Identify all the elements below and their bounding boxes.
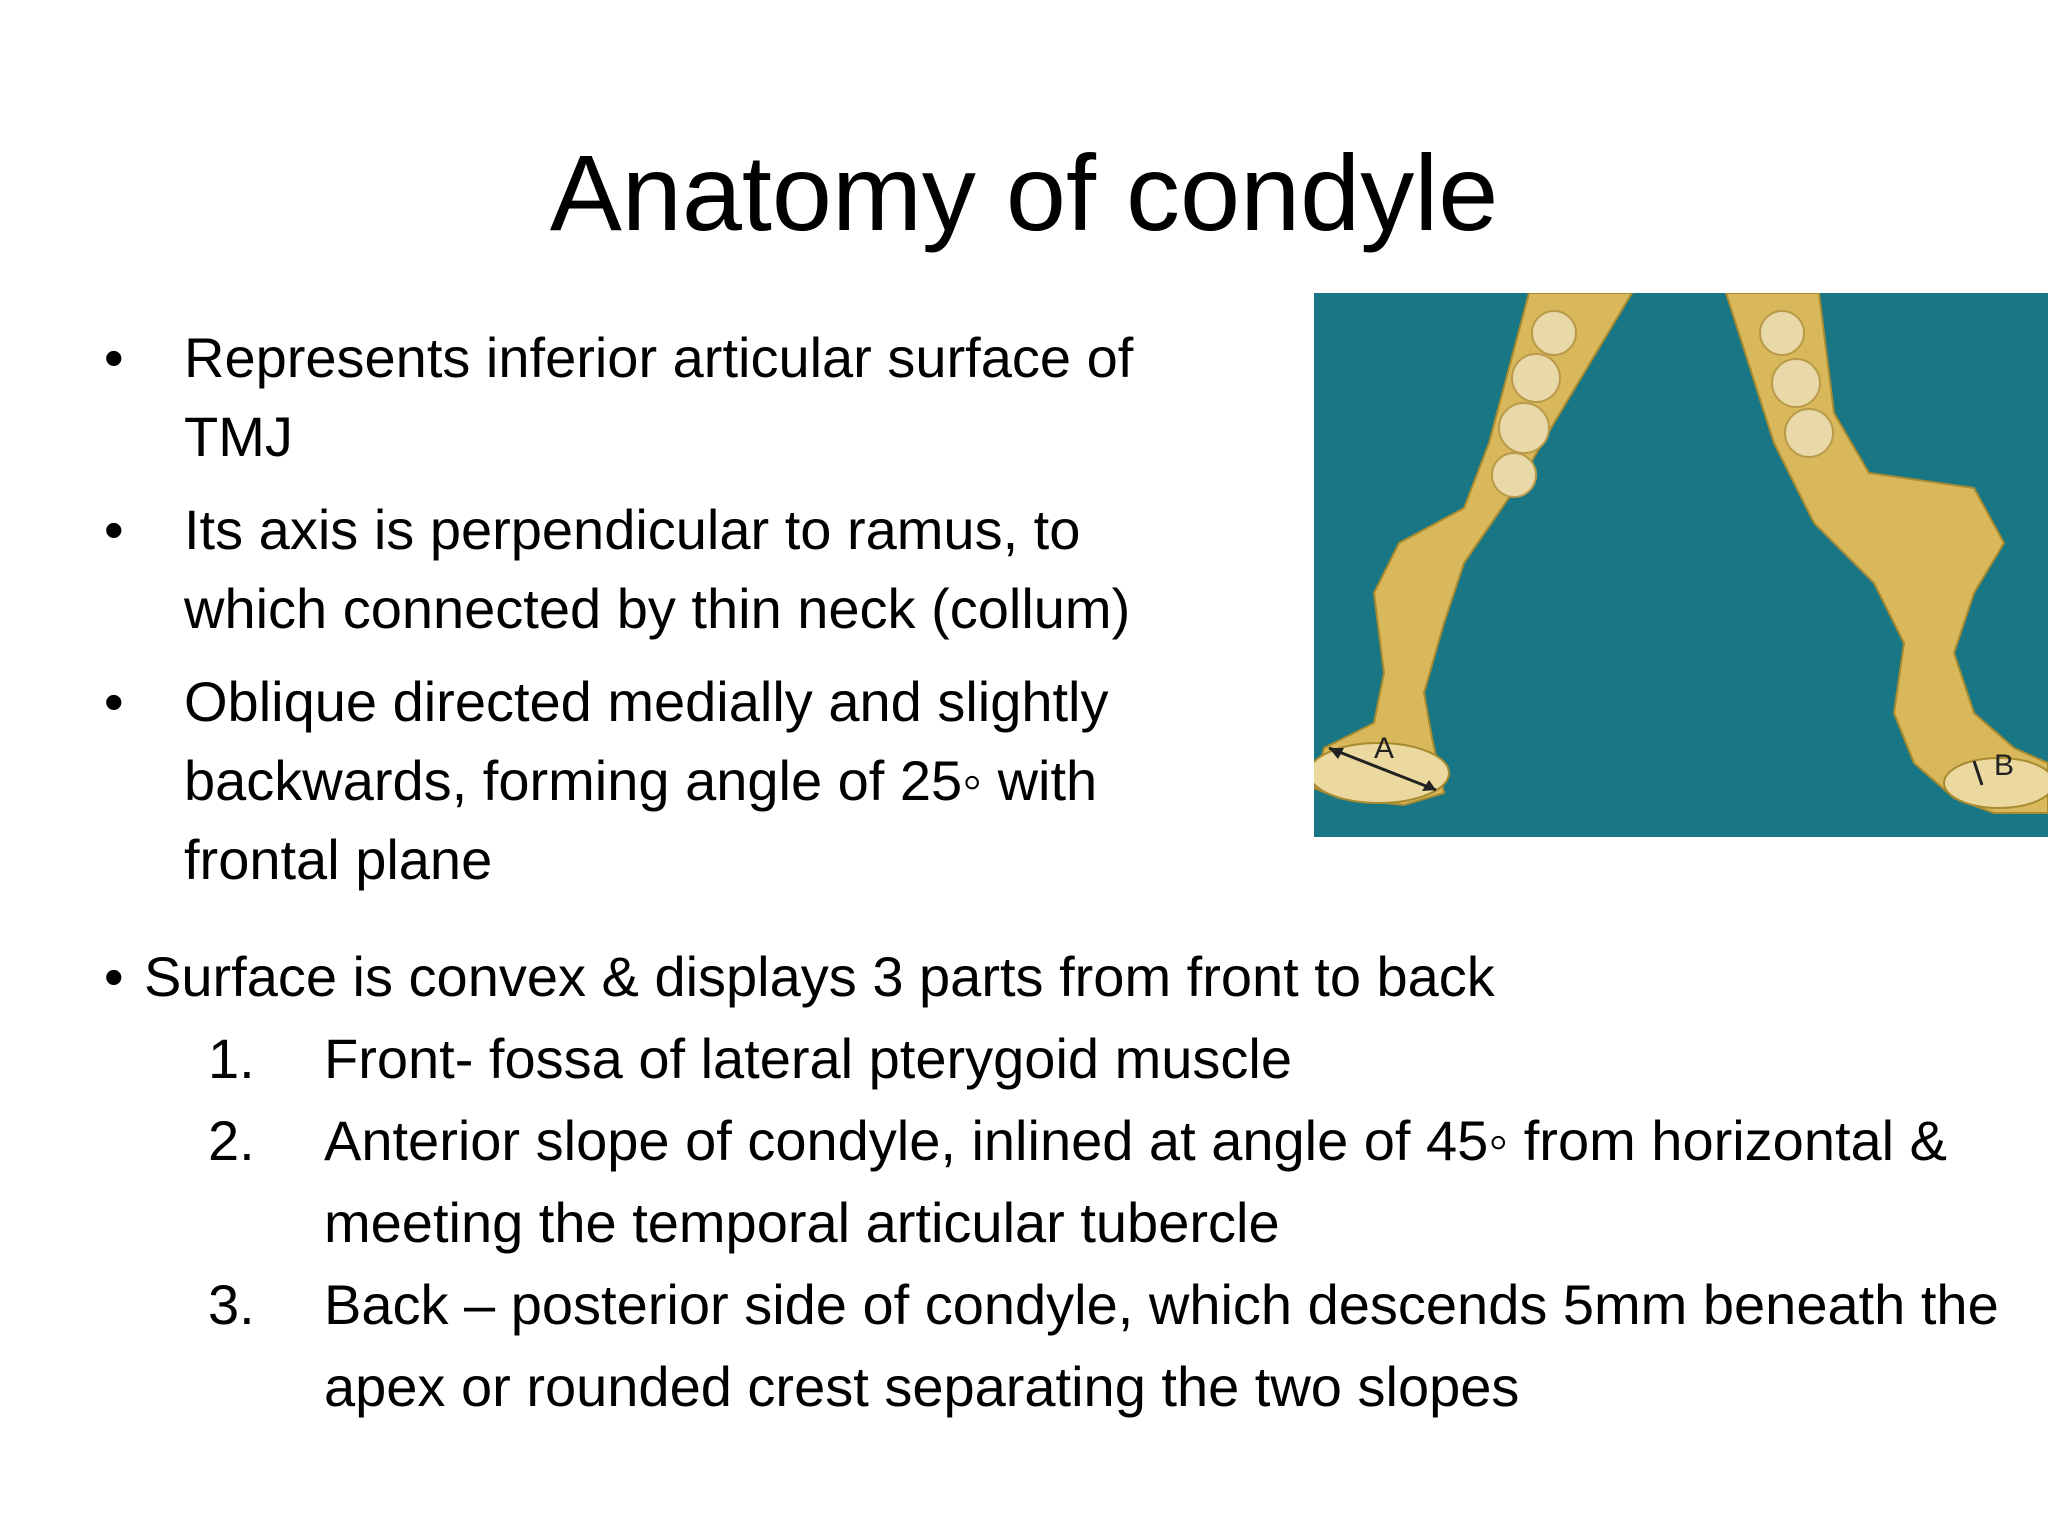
tooth [1785,409,1833,457]
part-number: 1. [208,1027,255,1090]
part-item [104,1018,2004,1100]
label-b: B [1994,749,2015,782]
surface-bullet-text: Surface is convex & displays 3 parts from front to back [144,945,1495,1008]
part-text: Anterior slope of condyle, inlined at angle of 45◦ from horizontal & meeting the temporal articular tubercle [324,1109,1948,1254]
bullet-text: Its axis is perpendicular to ramus, to which connected by thin neck (collum) [184,498,1131,640]
tooth [1760,311,1804,355]
part-text: Back – posterior side of condyle, which descends 5mm beneath the apex or rounded crest separating the two slopes [324,1273,1999,1418]
bullet-item [104,490,1234,648]
bullet-marker: • [104,498,124,561]
tooth [1492,453,1536,497]
bullet-item [104,662,1234,899]
bullet-marker: • [104,945,124,1008]
bullet-list [104,318,1234,913]
mandible-illustration [1314,293,2048,837]
tooth [1499,403,1549,453]
surface-bullet [104,936,2004,1018]
parts-list [104,1018,2004,1428]
mandible-photo [1314,293,2048,837]
slide-title: Anatomy of condyle [549,132,1499,253]
bullet-marker: • [104,326,124,389]
part-item [104,1100,2004,1264]
tooth [1512,354,1560,402]
part-item [104,1264,2004,1428]
bullet-marker: • [104,670,124,733]
label-a: A [1374,732,1395,765]
surface-section [104,936,2004,1428]
part-text: Front- fossa of lateral pterygoid muscle [324,1027,1292,1090]
bullet-item [104,318,1234,476]
tooth [1772,359,1820,407]
part-number: 2. [208,1109,255,1172]
bullet-text: Oblique directed medially and slightly backwards, forming angle of 25◦ with frontal plane [184,670,1109,891]
part-number: 3. [208,1273,255,1336]
bullet-text: Represents inferior articular surface of TMJ [184,326,1134,468]
tooth [1532,311,1576,355]
